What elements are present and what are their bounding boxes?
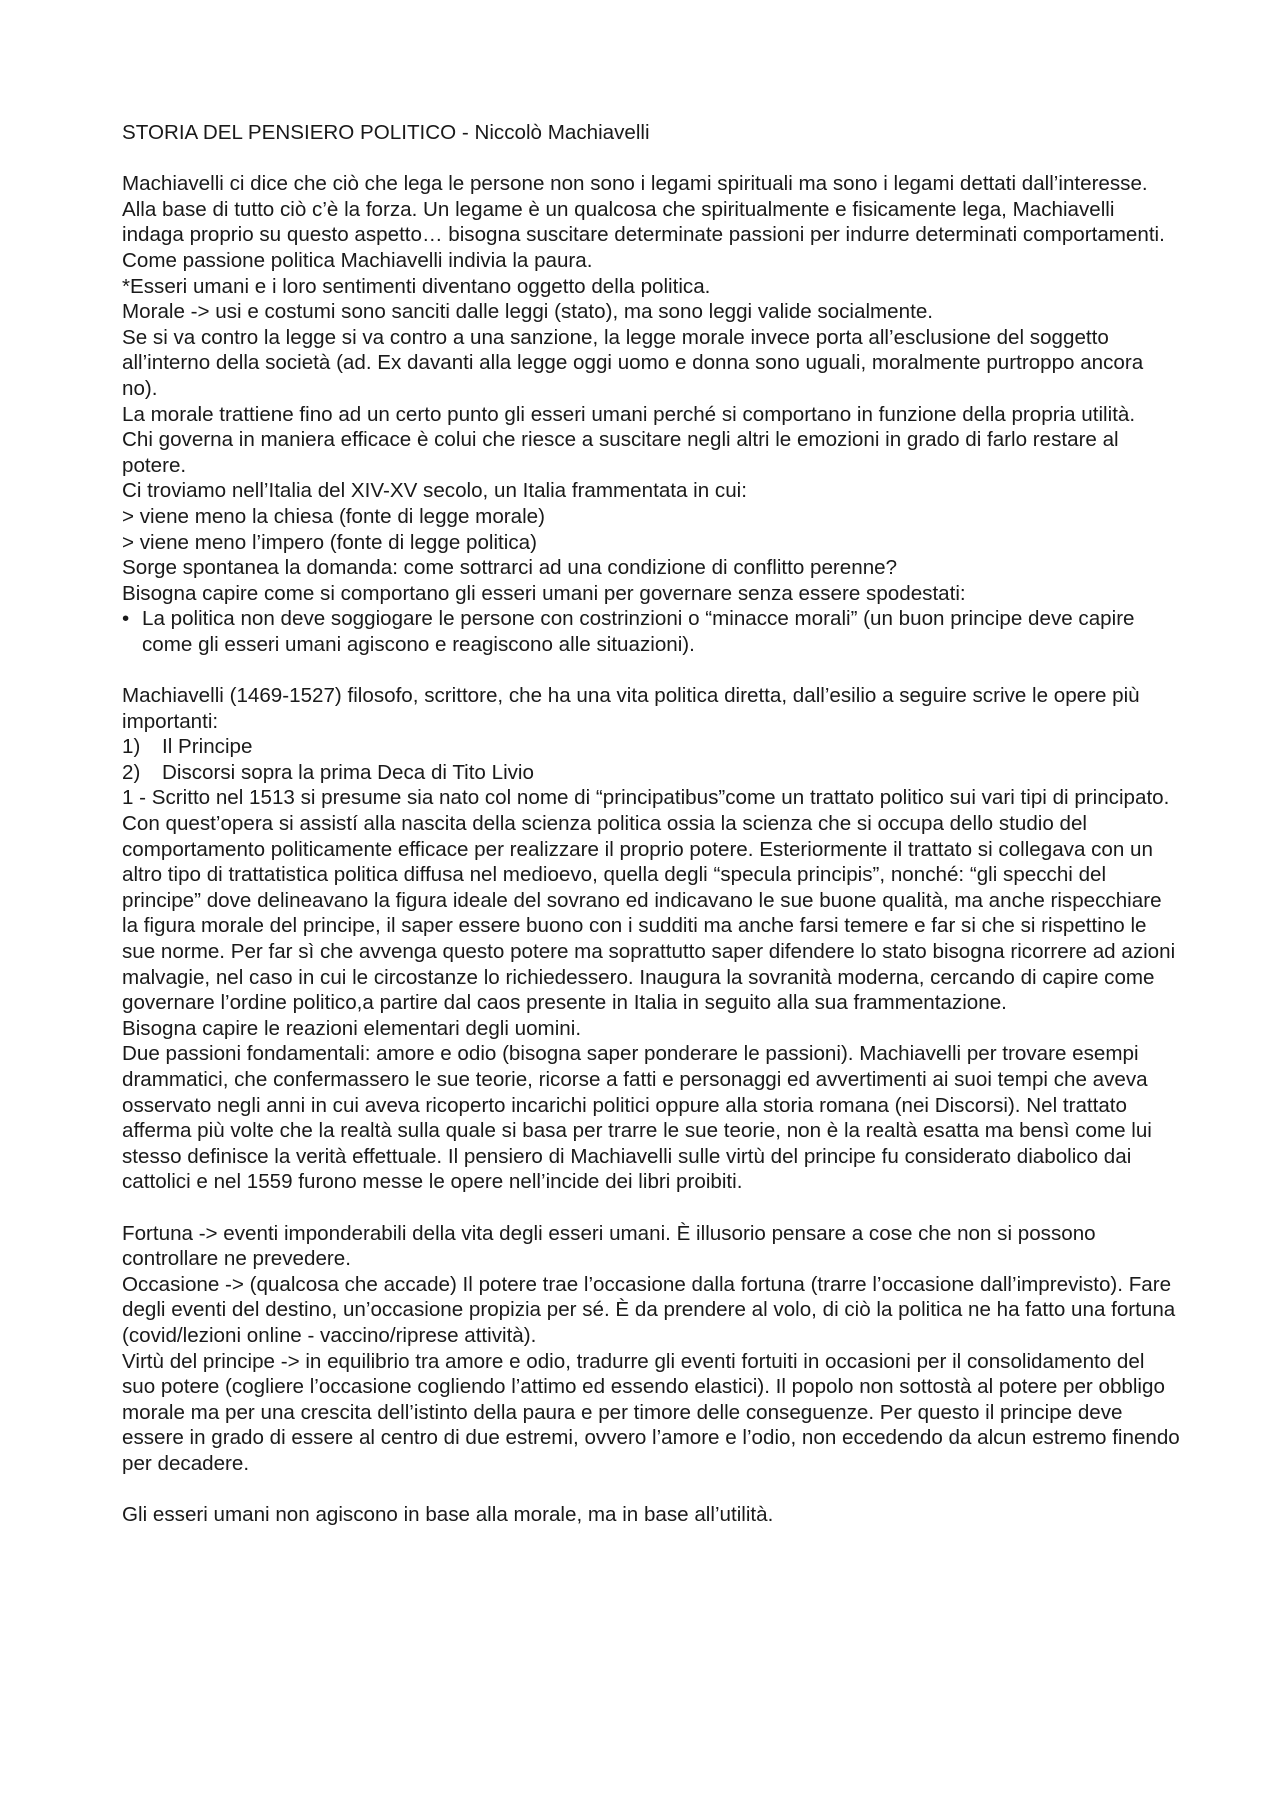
paragraph: Occasione -> (qualcosa che accade) Il potere trae l’occasione dalla fortuna (trarre l’occasione dall’imprevisto). Fare degli eventi del destino, un’occasione propizia per sé. È da prendere al volo, di ciò la politica ne ha fatto una fortuna (covid/lezioni online - vaccino/riprese attività). bbox=[122, 1272, 1176, 1347]
bullet-text: La politica non deve soggiogare le persone con costrinzioni o “minacce morali” (un buon principe deve capire come gli esseri umani agiscono e reagiscono alle situazioni). bbox=[142, 607, 1135, 656]
item-text: Discorsi sopra la prima Deca di Tito Livio bbox=[162, 760, 534, 784]
paragraph: Due passioni fondamentali: amore e odio (bisogna saper ponderare le passioni). Machiavelli per trovare esempi drammatici, che confermassero le sue teorie, ricorse a fatti e personaggi ed avvertimenti ai suoi tempi che aveva osservato negli anni in cui aveva ricoperto incarichi politici oppure alla storia romana (nei Discorsi). Nel trattato afferma più volte che la realtà sulla quale si basa per trarre le sue teorie, non è la realtà esatta ma bensì come lui stesso definisce la verità effettuale. Il pensiero di Machiavelli sulle virtù del principe fu considerato diabolico dai cattolici e nel 1559 furono messe le opere nell’incide dei libri proibiti. bbox=[122, 1042, 1152, 1194]
paragraph: 1 - Scritto nel 1513 si presume sia nato col nome di “principatibus”come un trattato politico sui vari tipi di principato. Con quest’opera si assistí alla nascita della scienza politica ossia la scienza che si occupa dello studio del comportamento politicamente efficace per realizzare il proprio potere. Esteriormente il trattato si collegava con un altro tipo di trattatistica politica diffusa nel medioevo, quella degli “specula principis”, nonché: “gli specchi del principe” dove delineavano la figura ideale del sovrano ed indicavano le sue buone qualità, ma anche rispecchiare la figura morale del principe, il saper essere buono con i sudditi ma anche farsi temere e far si che si rispettino le sue norme. Per far sì che avvenga questo potere ma soprattutto saper difendere lo stato bisogna ricorrere ad azioni malvagie, nel caso in cui le circostanze lo richiedessero. Inaugura la sovranità moderna, cercando di capire come governare l’ordine politico,a partire dal caos presente in Italia in seguito alla sua frammentazione. bbox=[122, 786, 1176, 1015]
bullet-mark: • bbox=[122, 607, 130, 631]
paragraph: Virtù del principe -> in equilibrio tra amore e odio, tradurre gli eventi fortuiti in occasioni per il consolidamento del suo potere (cogliere l’occasione cogliendo l’attimo ed essendo elastici). Il popolo non sottostà al potere per obbligo morale ma per una crescita dell’istinto della paura e per timore delle conseguenze. Per questo il principe deve essere in grado di essere al centro di due estremi, ovvero l’amore e l’odio, non eccedendo da alcun estremo finendo per decadere. bbox=[122, 1349, 1180, 1475]
section-biography bbox=[122, 683, 1182, 1195]
paragraph: Gli esseri umani non agiscono in base alla morale, ma in base all’utilità. bbox=[122, 1503, 774, 1527]
paragraph: Bisogna capire le reazioni elementari degli uomini. bbox=[122, 1016, 582, 1040]
paragraph: > viene meno l’impero (fonte di legge politica) bbox=[122, 530, 537, 554]
paragraph: Sorge spontanea la domanda: come sottrarci ad una condizione di conflitto perenne? bbox=[122, 556, 898, 580]
item-text: Il Principe bbox=[162, 735, 253, 759]
paragraph: Machiavelli ci dice che ciò che lega le persone non sono i legami spirituali ma sono i legami dettati dall’interesse. Alla base di tutto ciò c’è la forza. Un legame è un qualcosa che spiritualmente e fisicamente lega, Machiavelli indaga proprio su questo aspetto… bisogna suscitare determinate passioni per indurre determinati comportamenti. Come passione politica Machiavelli indivia la paura. bbox=[122, 172, 1165, 272]
item-number: 1) bbox=[122, 735, 141, 759]
paragraph: Fortuna -> eventi imponderabili della vita degli esseri umani. È illusorio pensare a cose che non si possono controllare ne prevedere. bbox=[122, 1221, 1096, 1271]
paragraph: Se si va contro la legge si va contro a una sanzione, la legge morale invece porta all’esclusione del soggetto all’interno della società (ad. Ex davanti alla legge oggi uomo e donna sono uguali, moralmente purtroppo ancora no). bbox=[122, 325, 1144, 400]
document-title: STORIA DEL PENSIERO POLITICO - Niccolò Machiavelli bbox=[122, 121, 650, 144]
numbered-item bbox=[122, 734, 1182, 760]
paragraph: *Esseri umani e i loro sentimenti diventano oggetto della politica. bbox=[122, 274, 711, 298]
paragraph: Morale -> usi e costumi sono sanciti dalle leggi (stato), ma sono leggi valide socialmente. bbox=[122, 300, 933, 324]
bullet-item bbox=[122, 606, 1182, 657]
section-fortuna bbox=[122, 1221, 1182, 1477]
section-conclusion bbox=[122, 1502, 1182, 1528]
paragraph: Machiavelli (1469-1527) filosofo, scrittore, che ha una vita politica diretta, dall’esilio a seguire scrive le opere più importanti: bbox=[122, 684, 1140, 733]
paragraph: > viene meno la chiesa (fonte di legge morale) bbox=[122, 504, 545, 528]
paragraph: Bisogna capire come si comportano gli esseri umani per governare senza essere spodestati: bbox=[122, 581, 966, 605]
paragraph: La morale trattiene fino ad un certo punto gli esseri umani perché si comportano in funzione della propria utilità. bbox=[122, 402, 1136, 426]
paragraph: Chi governa in maniera efficace è colui che riesce a suscitare negli altri le emozioni in grado di farlo restare al potere. bbox=[122, 428, 1119, 477]
paragraph: Ci troviamo nell’Italia del XIV-XV secolo, un Italia frammentata in cui: bbox=[122, 479, 747, 503]
item-number: 2) bbox=[122, 760, 141, 784]
section-introduction bbox=[122, 171, 1182, 657]
numbered-item bbox=[122, 760, 1182, 786]
document-page bbox=[122, 120, 1182, 1528]
